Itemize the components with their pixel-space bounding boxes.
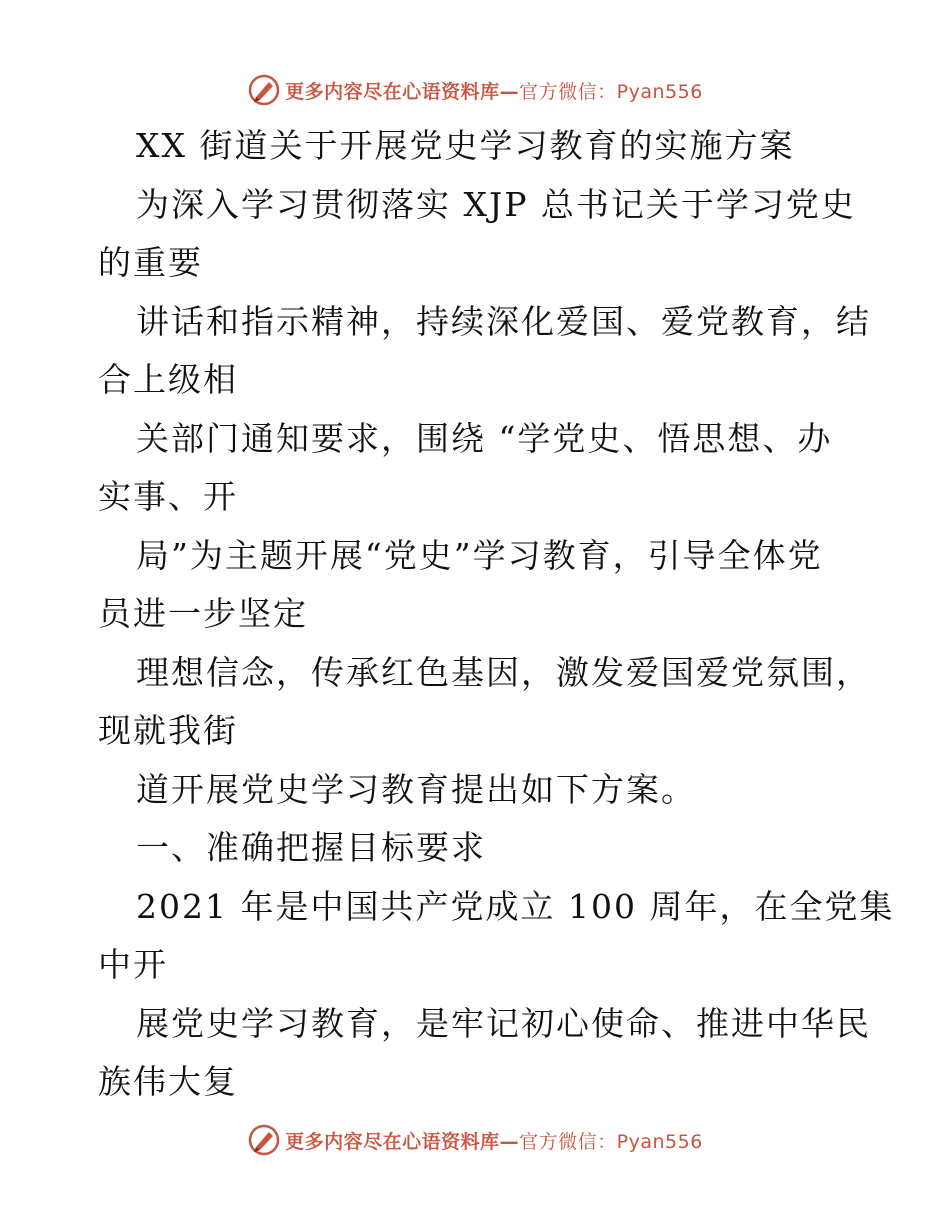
document-line: 中开 <box>98 945 168 984</box>
document-line: 实事、开 <box>98 477 238 516</box>
document-line: 2021 年是中国共产党成立 100 周年，在全党集 <box>136 886 895 926</box>
pen-logo-icon <box>247 1123 281 1157</box>
document-line: 族伟大复 <box>98 1062 238 1101</box>
watermark-text: 更多内容尽在心语资料库—官方微信：Pyan556 <box>285 1130 703 1153</box>
document-line: 讲话和指示精神，持续深化爱国、爱党教育，结 <box>136 301 871 341</box>
pen-logo-icon <box>247 73 281 107</box>
document-line: XX 街道关于开展党史学习教育的实施方案 <box>136 126 795 165</box>
document-line: 关部门通知要求，围绕 “学党史、悟思想、办 <box>136 418 833 458</box>
document-line: 的重要 <box>98 243 203 282</box>
watermark-header <box>0 70 950 110</box>
watermark-text: 更多内容尽在心语资料库—官方微信：Pyan556 <box>285 80 703 103</box>
document-line: 展党史学习教育，是牢记初心使命、推进中华民 <box>136 1003 871 1043</box>
document-line: 为深入学习贯彻落实 XJP 总书记关于学习党史 <box>136 184 856 224</box>
document-line: 一、准确把握目标要求 <box>136 828 486 867</box>
document-line: 员进一步坚定 <box>98 594 308 633</box>
document-line: 合上级相 <box>98 360 238 399</box>
document-line: 局”为主题开展“党史”学习教育，引导全体党 <box>136 535 823 575</box>
document-line: 道开展党史学习教育提出如下方案。 <box>136 769 696 809</box>
document-line: 理想信念，传承红色基因，激发爱国爱党氛围， <box>136 652 871 692</box>
document-line: 现就我街 <box>98 711 238 750</box>
watermark-footer <box>0 1120 950 1160</box>
